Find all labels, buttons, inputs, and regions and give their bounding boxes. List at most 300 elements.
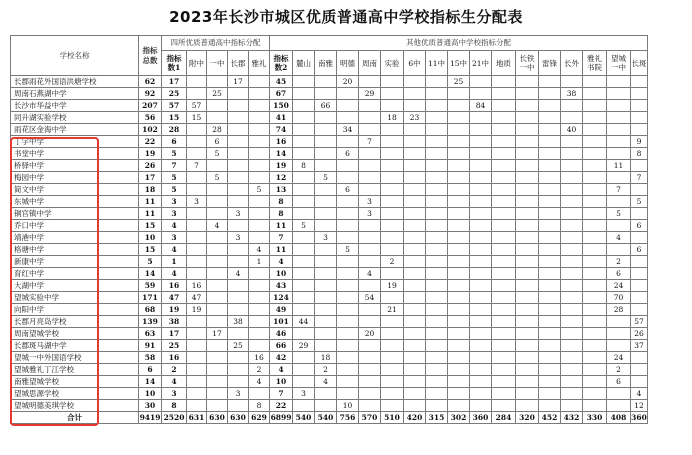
group1-sum-cell: 7 [162,160,187,172]
group2-value-cell [359,340,381,352]
group2-value-cell [583,268,607,280]
group2-value-cell [404,124,426,136]
group2-value-cell [607,340,631,352]
group1-value-cell [187,256,207,268]
group2-value-cell [583,376,607,388]
group2-value-cell [426,316,448,328]
group2-value-cell: 21 [381,304,404,316]
group2-value-cell [381,100,404,112]
group1-value-cell [249,316,270,328]
group2-value-cell [426,388,448,400]
total-cell: 22 [139,136,162,148]
group2-value-cell [492,136,516,148]
group2-value-cell [448,292,470,304]
group2-value-cell [561,268,583,280]
group2-value-cell [404,208,426,220]
group2-value-cell [381,244,404,256]
group2-value-cell [631,124,648,136]
group2-value-cell [539,76,561,88]
group1-value-cell [249,160,270,172]
group2-value-cell [426,196,448,208]
group1-value-cell [207,352,228,364]
group1-value-cell: 3 [228,208,249,220]
group2-sum-cell: 67 [270,88,293,100]
group1-value-cell [249,304,270,316]
group1-value-cell [207,340,228,352]
group2-value-cell [492,172,516,184]
group2-value-cell [404,316,426,328]
group1-value-cell [228,136,249,148]
group2-value-cell [337,376,359,388]
group1-value-cell [228,220,249,232]
group2-value-cell [404,376,426,388]
group2-sum-header: 指标 数2 [270,51,293,76]
group2-value-cell: 20 [359,328,381,340]
group2-value-cell [359,148,381,160]
group2-value-cell [337,88,359,100]
table-row [11,88,648,100]
group2-value-cell [448,148,470,160]
total-cell: 63 [139,328,162,340]
group1-value-cell [187,340,207,352]
totals-total-cell: 9419 [139,412,161,422]
group1-value-cell [249,208,270,220]
group1-value-cell: 5 [249,184,270,196]
group1-value-cell [249,232,270,244]
totals-group2-cell: 756 [337,412,359,424]
group2-value-cell [381,376,404,388]
group2-value-cell [315,136,337,148]
totals-group2-cell: 315 [426,412,448,424]
school-name-cell: 育红中学 [11,268,139,280]
group2-value-cell: 4 [315,376,337,388]
group2-value-cell: 40 [561,124,583,136]
group2-value-cell [404,364,426,376]
group1-value-cell [249,124,270,136]
group1-value-cell [187,328,207,340]
group2-value-cell [315,400,337,412]
group2-value-cell [631,112,648,124]
group2-value-cell [426,160,448,172]
group2-value-cell [337,232,359,244]
table-row [11,388,648,400]
school-name-cell: 长郡雨花外国语洪塘学校 [11,76,139,88]
group2-value-cell [426,100,448,112]
group2-value-cell [631,352,648,364]
group2-value-cell [607,316,631,328]
group2-value-cell [607,196,631,208]
group1-value-cell [228,352,249,364]
group1-sum-cell: 3 [162,196,187,208]
group2-col-header: 明德 [337,51,359,76]
group2-value-cell [607,148,631,160]
group2-value-cell [607,328,631,340]
group2-value-cell [381,136,404,148]
group1-value-cell [249,172,270,184]
group2-value-cell [470,172,492,184]
group2-value-cell [583,160,607,172]
group2-value-cell [631,304,648,316]
table-row [11,160,648,172]
group2-sum-cell: 16 [270,136,293,148]
group1-value-cell [228,88,249,100]
total-cell: 207 [139,100,162,112]
group2-value-cell [448,268,470,280]
group2-value-cell: 3 [293,388,315,400]
group2-value-cell [293,244,315,256]
group2-value-cell: 8 [631,148,648,160]
group1-sum-cell: 17 [162,76,187,88]
group2-value-cell [426,76,448,88]
group2-value-cell [470,364,492,376]
group2-value-cell: 24 [607,280,631,292]
group2-value-cell: 20 [337,76,359,88]
group2-value-cell [293,208,315,220]
group2-value-cell [561,112,583,124]
group2-value-cell [315,160,337,172]
group2-value-cell [492,88,516,100]
total-cell: 102 [139,124,162,136]
group1-sum-cell: 4 [162,376,187,388]
group2-value-cell: 3 [359,208,381,220]
group2-value-cell [583,280,607,292]
totals-group1-sum-cell: 2520 [162,412,187,424]
group1-value-cell [187,124,207,136]
group2-value-cell [470,376,492,388]
group2-value-cell [315,76,337,88]
group2-value-cell [607,244,631,256]
group1-value-cell: 3 [228,232,249,244]
group2-value-cell [561,244,583,256]
group2-value-cell [492,364,516,376]
table-row [11,124,648,136]
group1-value-cell [228,112,249,124]
group2-value-cell: 6 [607,268,631,280]
group2-sum-cell: 124 [270,292,293,304]
group2-value-cell [516,220,539,232]
group2-col-header: 实验 [381,51,404,76]
group2-value-cell [359,400,381,412]
group2-value-cell [561,376,583,388]
group2-value-cell [470,232,492,244]
group2-sum-cell: 8 [270,196,293,208]
total-cell: 68 [139,304,162,316]
group2-value-cell: 6 [337,148,359,160]
group2-value-cell [561,148,583,160]
group1-value-cell [207,112,228,124]
group2-value-cell [583,136,607,148]
group2-value-cell [561,328,583,340]
group2-value-cell [337,364,359,376]
group1-sum-cell: 28 [162,124,187,136]
group1-sum-cell: 2 [162,364,187,376]
group2-value-cell [631,364,648,376]
group2-value-cell [516,292,539,304]
group2-sum-cell: 4 [270,256,293,268]
group2-value-cell: 23 [404,112,426,124]
group2-col-header: 周南 [359,51,381,76]
group2-value-cell: 9 [631,136,648,148]
total-cell: 19 [139,148,162,160]
group2-value-cell [359,220,381,232]
group2-value-cell [337,196,359,208]
table-row [11,316,648,328]
group2-sum-cell: 8 [270,208,293,220]
group2-value-cell [359,304,381,316]
group2-value-cell [631,268,648,280]
group2-value-cell [404,184,426,196]
table-row [11,100,648,112]
group2-sum-cell: 43 [270,280,293,292]
group1-value-cell [228,256,249,268]
group2-value-cell [315,316,337,328]
group2-value-cell [426,364,448,376]
group2-value-cell: 7 [631,172,648,184]
group2-value-cell [315,88,337,100]
group2-value-cell [359,232,381,244]
school-name-cell: 格塘中学 [11,244,139,256]
group2-value-cell [315,304,337,316]
group2-value-cell [583,100,607,112]
group2-value-cell [583,352,607,364]
group2-value-cell [381,220,404,232]
group2-value-cell [359,316,381,328]
group1-sum-cell: 38 [162,316,187,328]
table-row [11,148,648,160]
group1-sum-cell: 25 [162,88,187,100]
group2-sum-cell: 10 [270,376,293,388]
group2-value-cell [631,76,648,88]
table-row [11,376,648,388]
group1-value-cell [228,280,249,292]
group2-value-cell [315,196,337,208]
group2-value-cell [404,88,426,100]
group2-value-cell [315,292,337,304]
group2-value-cell [583,400,607,412]
group1-value-cell [207,244,228,256]
school-name-cell: 望城实验中学 [11,292,139,304]
group2-value-cell: 18 [315,352,337,364]
group2-sum-cell: 45 [270,76,293,88]
group1-value-cell [249,268,270,280]
group1-value-cell: 4 [249,376,270,388]
group2-value-cell [492,388,516,400]
group2-value-cell [470,184,492,196]
group1-value-cell: 3 [187,196,207,208]
group1-value-cell [249,280,270,292]
school-name-cell: 大湖中学 [11,280,139,292]
group2-value-cell [607,136,631,148]
group2-value-cell [470,124,492,136]
totals-group1-cell: 629 [249,412,270,424]
group2-value-cell [359,124,381,136]
total-cell: 5 [139,256,162,268]
group2-value-cell [337,292,359,304]
group2-value-cell [539,256,561,268]
group2-value-cell [561,220,583,232]
group2-value-cell [561,136,583,148]
group2-value-cell [426,376,448,388]
group2-value-cell [607,400,631,412]
group2-value-cell [631,184,648,196]
group2-value-cell [583,76,607,88]
group1-value-cell [228,172,249,184]
group2-value-cell [492,184,516,196]
school-name-cell: 望城明德美琪学校 [11,400,139,412]
group2-value-cell [315,280,337,292]
group2-sum-cell: 14 [270,148,293,160]
group2-value-cell [359,112,381,124]
group2-value-cell [561,400,583,412]
group1-value-cell: 28 [207,124,228,136]
group2-header: 其他优质普通高中学校指标分配 [270,36,648,51]
total-cell: 62 [139,76,162,88]
table-row [11,256,648,268]
group2-value-cell [337,256,359,268]
group2-value-cell [381,268,404,280]
group2-value-cell [426,220,448,232]
group2-value-cell [404,340,426,352]
group2-value-cell [470,88,492,100]
group2-value-cell [426,112,448,124]
group1-value-cell: 17 [228,76,249,88]
group1-value-cell [187,172,207,184]
group2-value-cell [426,280,448,292]
group2-value-cell [448,112,470,124]
group2-value-cell: 10 [337,400,359,412]
group1-value-cell [207,280,228,292]
group2-value-cell: 29 [359,88,381,100]
group2-value-cell [539,232,561,244]
group2-value-cell [404,256,426,268]
total-cell: 26 [139,160,162,172]
group2-value-cell [293,400,315,412]
group2-value-cell [426,172,448,184]
group2-value-cell [607,88,631,100]
group2-value-cell [293,136,315,148]
group2-col-header: 6中 [404,51,426,76]
group2-value-cell [470,76,492,88]
group2-value-cell: 2 [315,364,337,376]
group1-value-cell [187,76,207,88]
group2-col-header: 雷锋 [539,51,561,76]
group1-value-cell [228,184,249,196]
group2-value-cell [516,148,539,160]
group1-value-cell [207,316,228,328]
group2-value-cell [448,124,470,136]
group2-value-cell [607,76,631,88]
group1-value-cell [187,232,207,244]
school-name-cell: 乔口中学 [11,220,139,232]
school-name-cell: 丁字中学 [11,136,139,148]
group1-value-cell [249,112,270,124]
group2-value-cell [492,268,516,280]
group2-sum-cell: 150 [270,100,293,112]
group2-value-cell [404,244,426,256]
total-header: 指标 总数 [139,36,162,76]
group2-value-cell [448,388,470,400]
school-name-cell: 铜官镇中学 [11,208,139,220]
totals-group2-cell: 408 [607,412,631,424]
group2-value-cell [492,376,516,388]
group2-sum-cell: 10 [270,268,293,280]
group2-value-cell [404,304,426,316]
group1-sum-cell: 4 [162,268,187,280]
group2-value-cell [381,172,404,184]
totals-group2-cell: 284 [492,412,516,424]
group2-value-cell: 12 [631,400,648,412]
totals-group2-cell: 540 [293,412,315,424]
group2-value-cell [583,232,607,244]
group2-value-cell [404,280,426,292]
group2-value-cell [539,304,561,316]
group1-value-cell [187,376,207,388]
table-row [11,304,648,316]
group2-value-cell [426,124,448,136]
group2-value-cell [404,400,426,412]
group2-sum-cell: 22 [270,400,293,412]
table-row [11,364,648,376]
school-name-cell: 书堂中学 [11,148,139,160]
group1-value-cell [228,376,249,388]
group2-sum-cell: 12 [270,172,293,184]
group2-col-header: 望城 一中 [607,51,631,76]
group2-value-cell [381,316,404,328]
group2-value-cell [492,232,516,244]
group2-value-cell: 26 [631,328,648,340]
group1-value-cell [228,292,249,304]
group1-sum-cell: 3 [162,388,187,400]
total-cell: 30 [139,400,162,412]
group2-value-cell [470,316,492,328]
table-row [11,328,648,340]
group1-value-cell [207,364,228,376]
group2-value-cell [337,112,359,124]
group2-value-cell [516,172,539,184]
group2-value-cell [426,304,448,316]
group2-value-cell [381,88,404,100]
group2-value-cell: 38 [561,88,583,100]
group2-value-cell: 29 [293,340,315,352]
group2-value-cell: 84 [470,100,492,112]
group2-value-cell [404,268,426,280]
totals-label-cell: 合计 [11,412,139,424]
group1-value-cell: 4 [207,220,228,232]
group2-value-cell [359,280,381,292]
school-name-cell: 靖港中学 [11,232,139,244]
group1-sum-cell: 47 [162,292,187,304]
school-name-cell: 梅园中学 [11,172,139,184]
group2-value-cell: 3 [315,232,337,244]
group2-value-cell [404,352,426,364]
group2-value-cell [539,100,561,112]
group2-value-cell [470,112,492,124]
group2-value-cell [426,256,448,268]
group2-sum-cell: 42 [270,352,293,364]
group2-value-cell [470,268,492,280]
group2-col-header: 长外 [561,51,583,76]
group2-value-cell [539,172,561,184]
group2-value-cell [516,352,539,364]
group1-value-cell: 5 [207,172,228,184]
group1-value-cell [228,196,249,208]
school-name-cell: 简文中学 [11,184,139,196]
group2-value-cell [516,256,539,268]
group2-value-cell [470,160,492,172]
group2-value-cell [516,244,539,256]
group2-value-cell [470,280,492,292]
group2-value-cell [492,256,516,268]
